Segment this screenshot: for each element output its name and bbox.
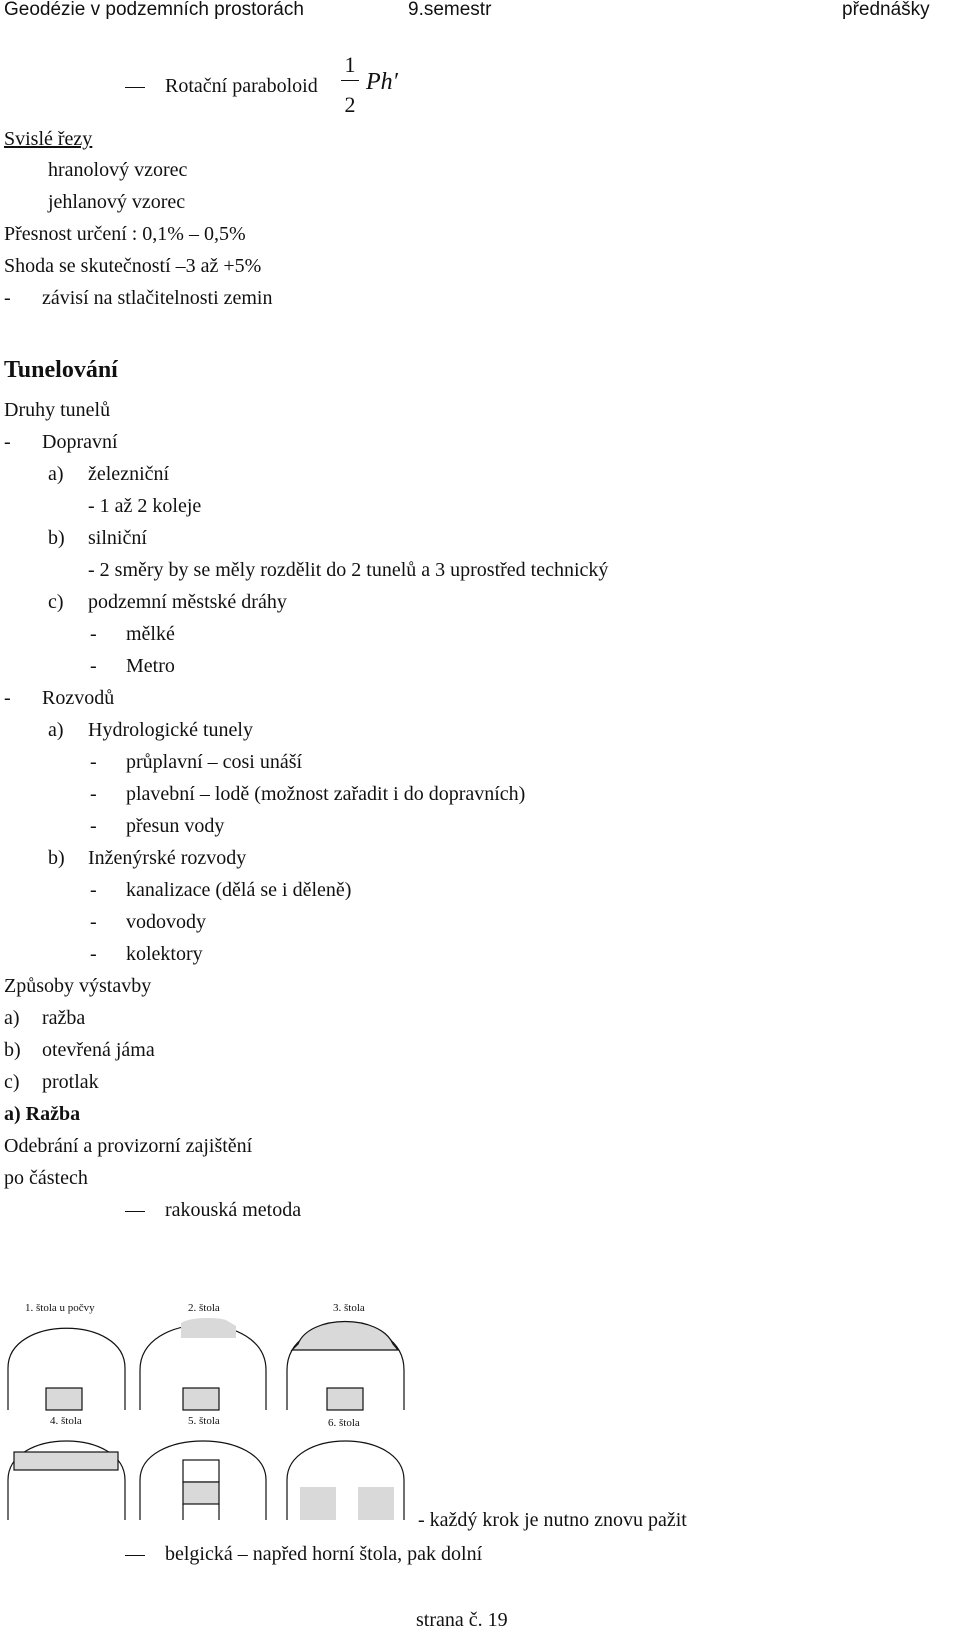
dash-bullet (125, 1555, 145, 1556)
stage-label: 2. štola (188, 1302, 220, 1314)
dash-bullet (125, 87, 145, 88)
po-castech-text: po částech (4, 1167, 88, 1189)
formula-label: Rotační paraboloid (165, 75, 318, 97)
zpusoby-title: Způsoby výstavby (4, 975, 152, 997)
razba-heading: a) Ražba (4, 1103, 81, 1125)
list-letter: b) (48, 527, 65, 549)
list-item: železniční (88, 463, 170, 485)
list-subitem: Metro (126, 655, 175, 677)
bullet-dash: - (4, 687, 11, 709)
tunnel-shape-6 (287, 1441, 404, 1520)
bullet-dash: - (90, 815, 97, 837)
tunnel-stages-diagram (0, 1290, 430, 1530)
bullet-dash: - (90, 943, 97, 965)
fraction-denominator: 2 (344, 92, 356, 117)
formula-expression: Ph′ (366, 69, 398, 95)
stage-label: 1. štola u počvy (25, 1302, 95, 1314)
page-number: strana č. 19 (416, 1609, 508, 1631)
list-letter: a) (48, 719, 64, 741)
rozvodu: Rozvodů (42, 687, 115, 709)
list-letter: b) (4, 1039, 21, 1061)
dopravni: Dopravní (42, 431, 118, 453)
list-subitem: kolektory (126, 943, 203, 965)
list-item: protlak (42, 1071, 99, 1093)
stage-label: 3. štola (333, 1302, 365, 1314)
presnost-text: Přesnost určení : 0,1% – 0,5% (4, 223, 246, 245)
tunnel-shape-4 (8, 1441, 125, 1520)
header-lectures: přednášky (842, 0, 930, 20)
stage-label: 5. štola (188, 1415, 220, 1427)
list-item: jehlanový vzorec (48, 191, 186, 213)
bullet-dash: - (90, 751, 97, 773)
list-subitem: vodovody (126, 911, 206, 933)
belgicka-text: belgická – napřed horní štola, pak dolní (165, 1543, 483, 1565)
bullet-dash: - (90, 655, 97, 677)
list-subitem: přesun vody (126, 815, 225, 837)
list-letter: c) (48, 591, 64, 613)
list-item: ražba (42, 1007, 86, 1029)
bullet-dash: - (90, 623, 97, 645)
stage-label: 6. štola (328, 1417, 360, 1429)
list-item: silniční (88, 527, 147, 549)
section-svisle-rezy: Svislé řezy (4, 128, 93, 150)
rakouska-metoda: rakouská metoda (165, 1199, 302, 1221)
list-item: Hydrologické tunely (88, 719, 253, 741)
header-semester: 9.semestr (408, 0, 492, 20)
list-item: Inženýrské rozvody (88, 847, 247, 869)
list-subitem: kanalizace (dělá se i děleně) (126, 879, 352, 901)
odebrani-text: Odebrání a provizorní zajištění (4, 1135, 253, 1157)
list-letter: b) (48, 847, 65, 869)
section-title-tunelovani: Tunelování (4, 357, 118, 383)
list-letter: a) (48, 463, 64, 485)
header-title: Geodézie v podzemních prostorách (4, 0, 304, 20)
list-subitem: plavební – lodě (možnost zařadit i do dopravních) (126, 783, 526, 805)
zavisi-text: závisí na stlačitelnosti zemin (42, 287, 273, 309)
tunnel-shape-3 (287, 1322, 404, 1411)
tunnel-shape-1 (8, 1328, 125, 1410)
list-item: otevřená jáma (42, 1039, 155, 1061)
list-item: podzemní městské dráhy (88, 591, 287, 613)
stage-label: 4. štola (50, 1415, 82, 1427)
list-subitem: - 2 směry by se měly rozdělit do 2 tunelů a 3 uprostřed technický (88, 559, 609, 581)
list-letter: a) (4, 1007, 20, 1029)
fraction-numerator: 1 (344, 52, 356, 77)
kazdy-krok-text: - každý krok je nutno znovu pažit (418, 1509, 687, 1531)
list-item: hranolový vzorec (48, 159, 188, 181)
bullet-dash: - (90, 783, 97, 805)
bullet-dash: - (4, 287, 11, 309)
dash-bullet (125, 1211, 145, 1212)
list-letter: c) (4, 1071, 20, 1093)
druhy-tunelu: Druhy tunelů (4, 399, 111, 421)
tunnel-shape-2 (140, 1318, 266, 1410)
bullet-dash: - (90, 911, 97, 933)
tunnel-shape-5 (140, 1441, 266, 1520)
list-subitem: - 1 až 2 koleje (88, 495, 202, 517)
fraction-bar (341, 80, 359, 81)
bullet-dash: - (4, 431, 11, 453)
list-subitem: mělké (126, 623, 175, 645)
list-subitem: průplavní – cosi unáší (126, 751, 303, 773)
bullet-dash: - (90, 879, 97, 901)
shoda-text: Shoda se skutečností –3 až +5% (4, 255, 262, 277)
